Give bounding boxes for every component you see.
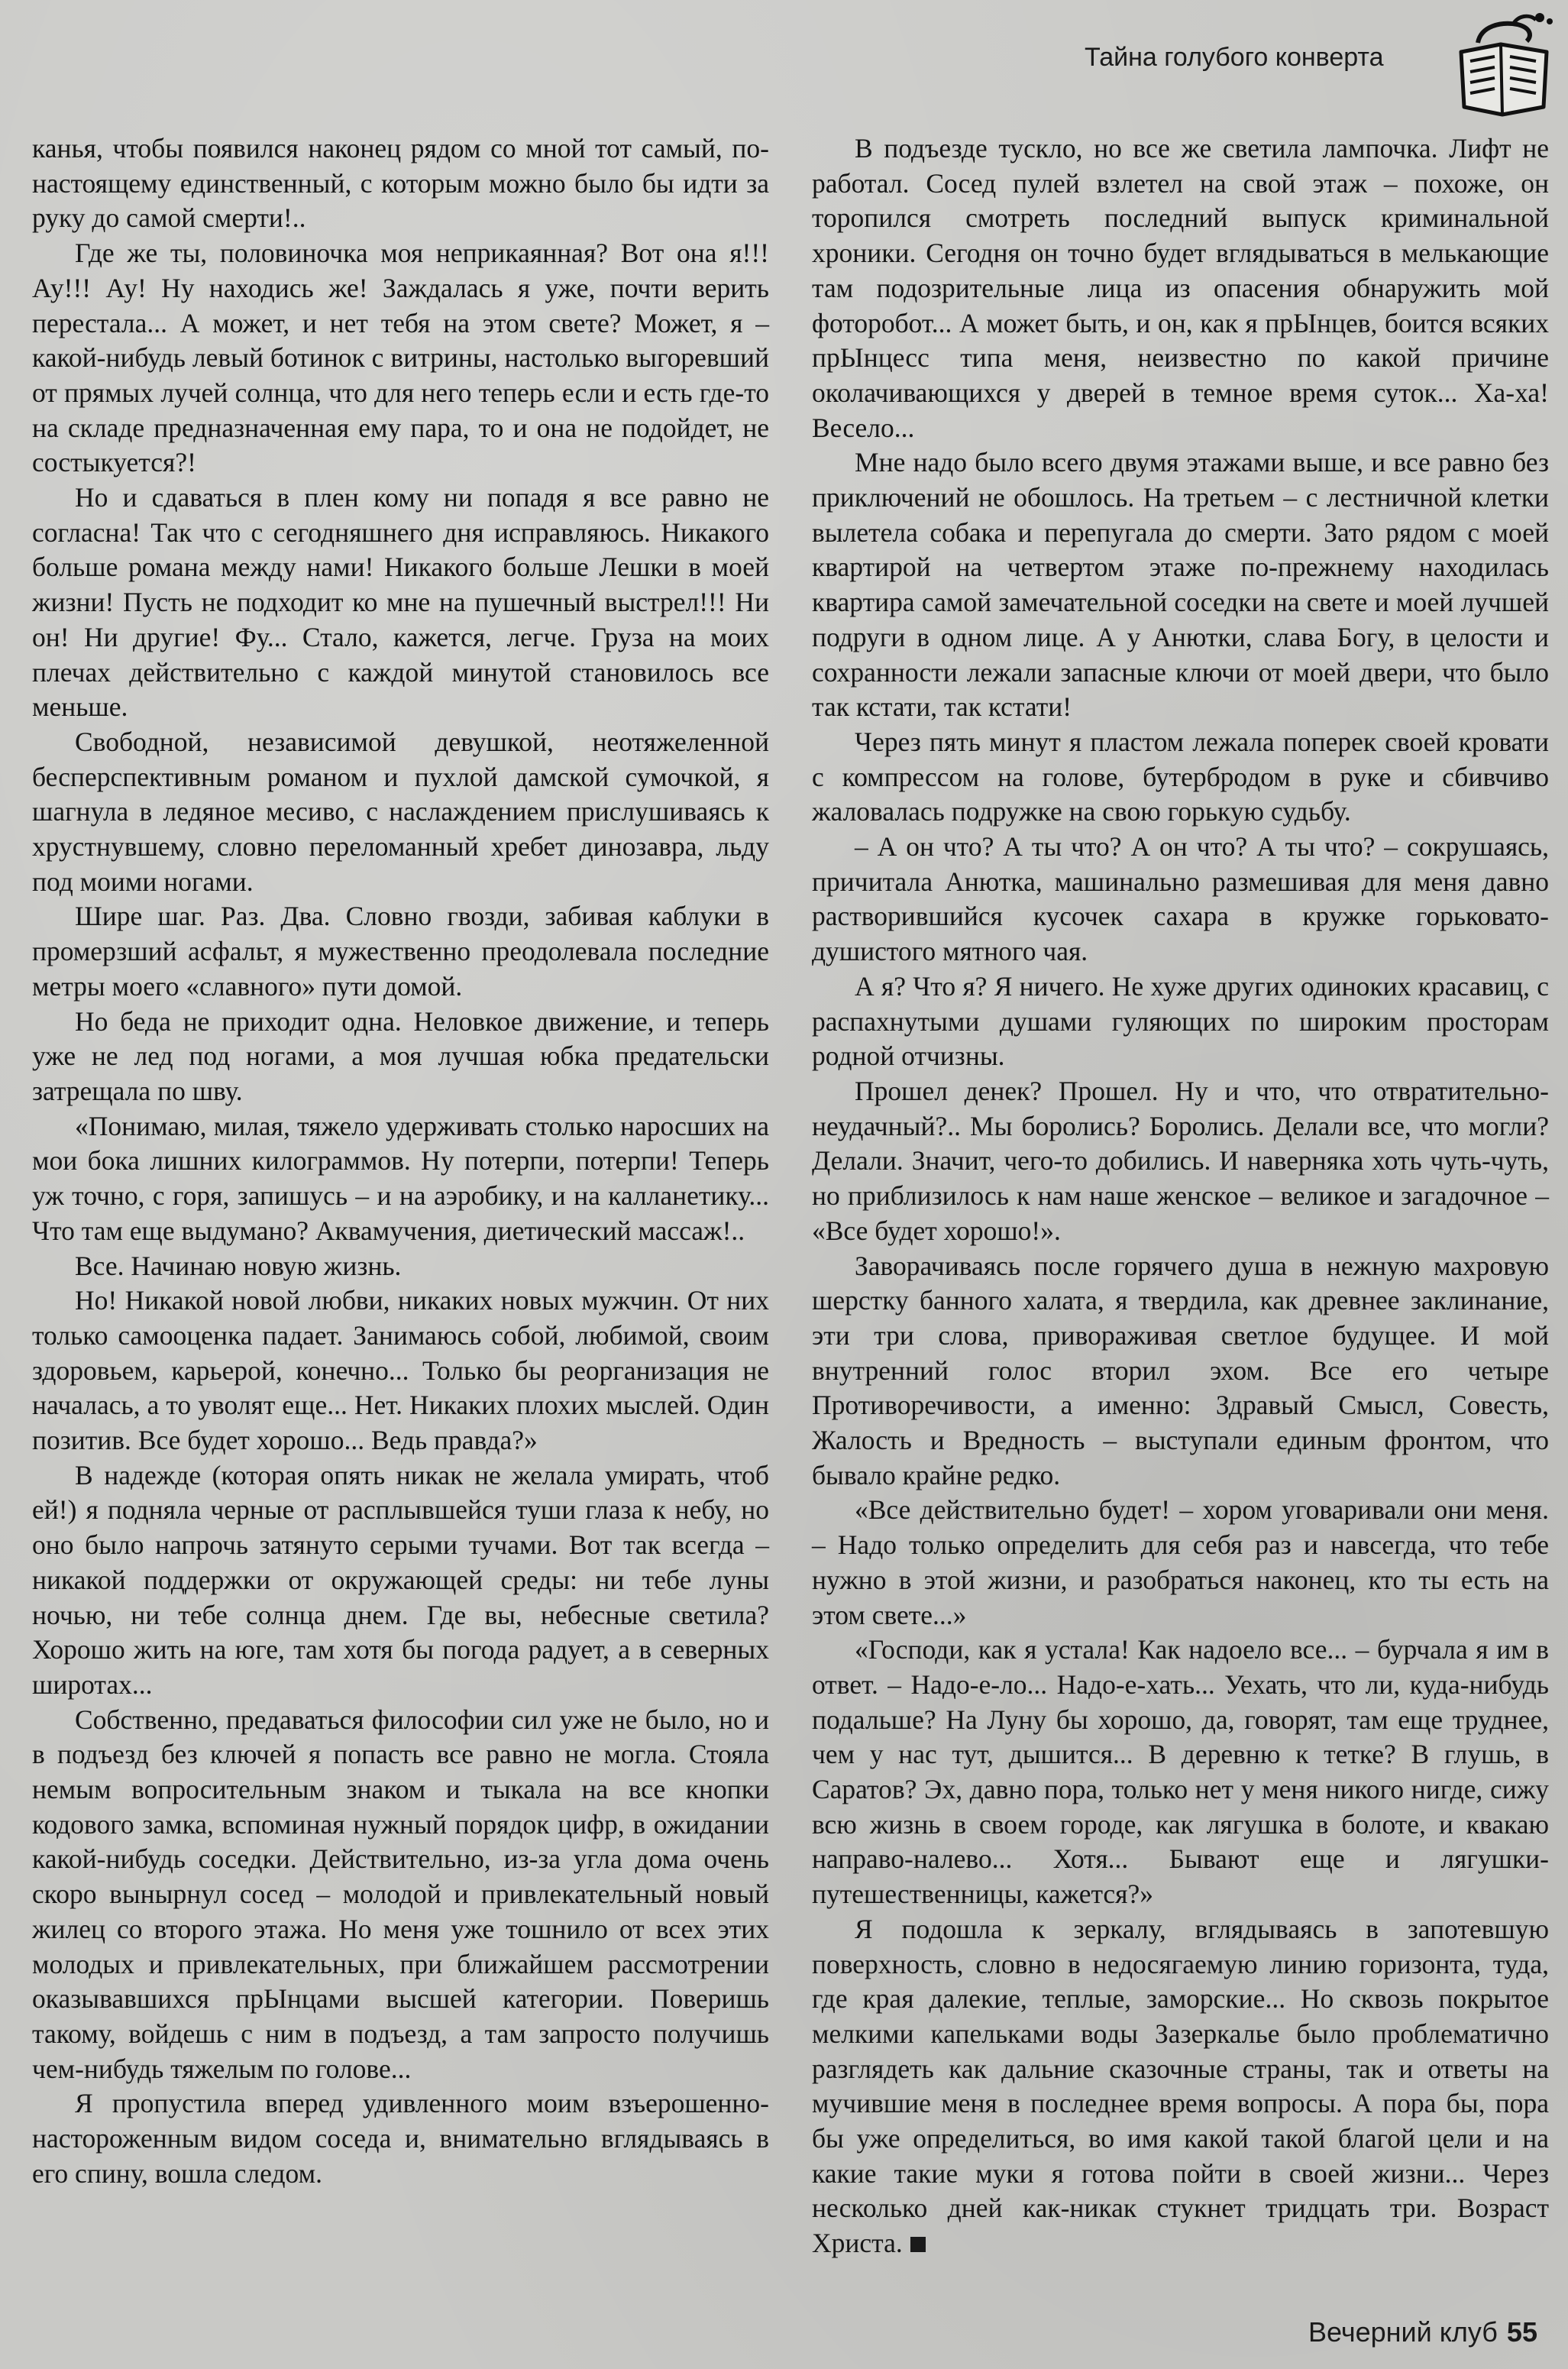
paragraph: Где же ты, половиночка моя неприкаянная? Вот она я!!! Ау!!! Ау! Ну находись же! Заждалась я уже, почти верить перестала... А может, и нет тебя на этом свете? Может, я – какой-нибудь левый ботинок с витрины, настолько выгоревший от прямых лучей солнца, что для него теперь если и есть где-то на складе предназначенная ему пара, то и она не подойдет, не состыкуется?! (32, 238, 769, 478)
paragraph: Через пять минут я пластом лежала поперек своей кровати с компрессом на голове, бутербродом в руке и сбивчиво жаловалась подружке на свою горькую судьбу. (812, 726, 1549, 827)
magazine-logo-icon (1447, 8, 1562, 122)
paragraph: – А он что? А ты что? А он что? А ты что? – сокрушаясь, причитала Анютка, машинально размешивая для меня давно растворившийся кусочек сахара в кружке горьковато-душистого мятного чая. (812, 831, 1549, 967)
paragraph: Я пропустила вперед удивленного моим взъерошенно-настороженным видом соседа и, внимательно вглядываясь в его спину, вошла следом. (32, 2088, 769, 2189)
paragraph: Шире шаг. Раз. Два. Словно гвозди, забивая каблуки в промерзший асфальт, я мужественно преодолевала последние метры моего «славного» пути домой. (32, 901, 769, 1002)
paragraph: Заворачиваясь после горячего душа в нежную махровую шерстку банного халата, я твердила, как древнее заклинание, эти три слова, привораживая светлое будущее. И мой внутренний голос вторил эхом. Все его четыре Противоречивости, а именно: Здравый Смысл, Совесть, Жалость и Вредность – выступали единым фронтом, что бывало крайне редко. (812, 1250, 1549, 1490)
article-column-right (812, 131, 1549, 2261)
paragraph: Но беда не приходит одна. Неловкое движение, и теперь уже не лед под ногами, а моя лучшая юбка предательски затрещала по шву. (32, 1005, 769, 1106)
paragraph: канья, чтобы появился наконец рядом со мной тот самый, по-настоящему единственный, с которым можно было бы идти за руку до самой смерти!.. (32, 133, 769, 234)
article-column-left (32, 131, 769, 2191)
paragraph: Свободной, независимой девушкой, неотяжеленной бесперспективным романом и пухлой дамской сумочкой, я шагнула в ледяное месиво, с наслаждением прислушиваясь к хрустнувшему, словно переломанный хребет динозавра, льду под моими ногами. (32, 726, 769, 897)
page-footer (1308, 2316, 1537, 2348)
paragraph: Мне надо было всего двумя этажами выше, и все равно без приключений не обошлось. На третьем – с лестничной клетки вылетела собака и перепугала до смерти. Зато рядом с моей квартирой на четвертом этаже по-прежнему находилась квартира самой замечательной соседки на свете и моей лучшей подруги в одном лице. А у Анютки, слава Богу, в целости и сохранности лежали запасные ключи от моей двери, что было так кстати, так кстати! (812, 447, 1549, 723)
running-header: Тайна голубого конверта (1085, 43, 1384, 72)
paragraph: «Понимаю, милая, тяжело удерживать столько наросших на мои бока лишних килограммов. Ну потерпи, потерпи! Теперь уж точно, с горя, запишусь – и на аэробику, и на калланетику... Что там еще выдумано? Аквамучения, диетический массаж!.. (32, 1110, 769, 1246)
paragraph: Но! Никакой новой любви, никаких новых мужчин. От них только самооценка падает. Занимаюсь собой, любимой, своим здоровьем, карьерой, конечно... Только бы реорганизация не началась, а то уволят еще... Нет. Никаких плохих мыслей. Один позитив. Все будет хорошо... Ведь правда?» (32, 1285, 769, 1456)
page-number: 55 (1506, 2316, 1537, 2348)
paragraph: Но и сдаваться в плен кому ни попадя я все равно не согласна! Так что с сегодняшнего дня исправляюсь. Никакого больше романа между нами! Никакого больше Лешки в моей жизни! Пусть не подходит ко мне на пушечный выстрел!!! Ни он! Ни другие! Фу... Стало, кажется, легче. Груза на моих плечах действительно с каждой минутой становилось все меньше. (32, 482, 769, 723)
end-of-article-icon (910, 2237, 926, 2252)
paragraph: В подъезде тускло, но все же светила лампочка. Лифт не работал. Сосед пулей взлетел на свой этаж – похоже, он торопился смотреть последний выпуск криминальной хроники. Сегодня он точно будет вглядываться в мелькающие там подозрительные лица из опасения обнаружить мой фоторобот... А может быть, и он, как я прЫнцев, боится всяких прЫнцесс типа меня, неизвестно по какой причине околачивающихся у дверей в темное время суток... Ха-ха! Весело... (812, 133, 1549, 443)
paragraph: Прошел денек? Прошел. Ну и что, что отвратительно-неудачный?.. Мы боролись? Боролись. Делали все, что могли? Делали. Значит, чего-то добились. И наверняка хоть чуть-чуть, но приблизилось к нам наше женское – великое и загадочное – «Все будет хорошо!». (812, 1075, 1549, 1246)
magazine-name: Вечерний клуб (1308, 2316, 1498, 2348)
paragraph: Собственно, предаваться философии сил уже не было, но и в подъезд без ключей я попасть все равно не могла. Стояла немым вопросительным знаком и тыкала на все кнопки кодового замка, вспоминая нужный порядок цифр, в ожидании какой-нибудь соседки. Действительно, из-за угла дома очень скоро вынырнул сосед – молодой и привлекательный новый жилец со второго этажа. Но меня уже тошнило от всех этих молодых и привлекательных, при ближайшем рассмотрении оказывавшихся прЫнцами высшей категории. Поверишь такому, войдешь с ним в подъезд, а там запросто получишь чем-нибудь тяжелым по голове... (32, 1704, 769, 2084)
final-paragraph (812, 1912, 1549, 2261)
paragraph: «Господи, как я устала! Как надоело все... – бурчала я им в ответ. – Надо-е-ло... Надо-е-хать... Уехать, что ли, куда-нибудь подальше? На Луну бы хорошо, да, говорят, там еще труднее, чем у нас тут, дышится... В деревню к тетке? В глушь, в Саратов? Эх, давно пора, только нет у меня никого нигде, сижу всю жизнь в своем городе, как лягушка в болоте, и квакаю направо-налево... Хотя... Бывают еще и лягушки-путешественницы, кажется?» (812, 1634, 1549, 1910)
paragraph: «Все действительно будет! – хором уговаривали они меня. – Надо только определить для себя раз и навсегда, что тебе нужно в этой жизни, и разобраться наконец, кто ты есть на этом свете...» (812, 1494, 1549, 1630)
paragraph: В надежде (которая опять никак не желала умирать, чтоб ей!) я подняла черные от расплывшейся туши глаза к небу, но оно было напрочь затянуто серыми тучами. Вот так всегда – никакой поддержки от окружающей среды: ни тебе луны ночью, ни тебе солнца днем. Где вы, небесные светила? Хорошо жить на юге, там хотя бы погода радует, а в северных широтах... (32, 1459, 769, 1700)
paragraph: А я? Что я? Я ничего. Не хуже других одиноких красавиц, с распахнутыми душами гуляющих по широким просторам родной отчизны. (812, 970, 1549, 1072)
final-paragraph-text: Я подошла к зеркалу, вглядываясь в запотевшую поверхность, словно в недосягаемую линию горизонта, туда, где края далекие, теплые, заморские... Но сквозь покрытое мелкими капельками воды Зазеркалье было проблематично разглядеть как дальние сказочные страны, так и ответы на мучившие меня в последнее время вопросы. А пора бы, пора бы уже определиться, во имя какой такой благой цели и на какие такие муки я готова пойти в своей жизни... Через несколько дней как-никак стукнет тридцать три. Возраст Христа. (812, 1913, 1549, 2259)
paragraph: Все. Начинаю новую жизнь. (75, 1250, 402, 1281)
